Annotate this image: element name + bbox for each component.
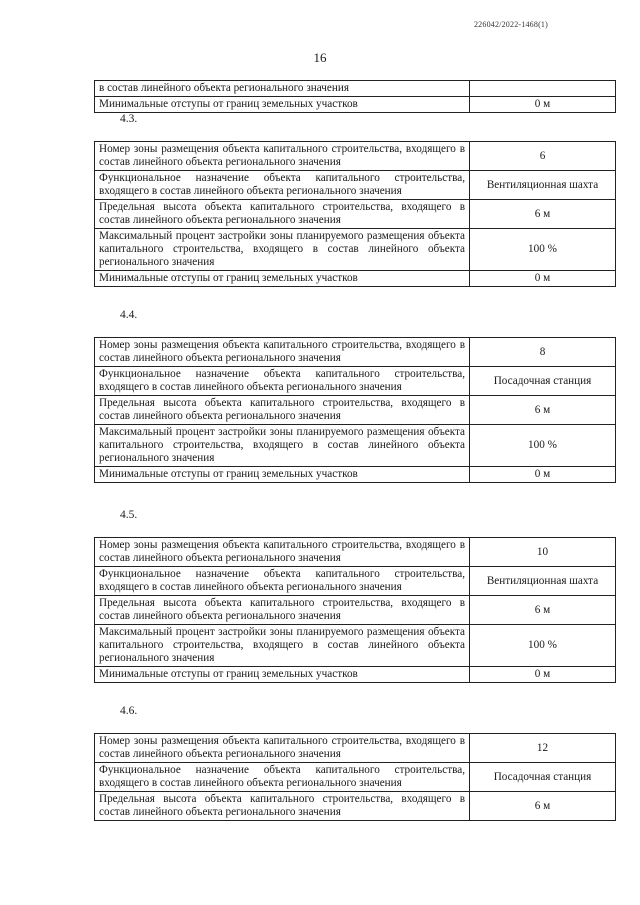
table-continuation — [94, 80, 616, 113]
row-value: 0 м — [470, 667, 616, 683]
row-label: Предельная высота объекта капитального строительства, входящего в состав линейного объекта регионального значения — [95, 200, 470, 229]
table-row — [95, 734, 616, 763]
row-label: Максимальный процент застройки зоны планируемого размещения объекта капитального строительства, входящего в состав линейного объекта регионального значения — [95, 425, 470, 467]
row-value: Вентиляционная шахта — [470, 171, 616, 200]
section-number: 4.4. — [120, 309, 138, 321]
row-value: 6 м — [470, 396, 616, 425]
table-row — [95, 81, 616, 97]
table-zone-12 — [94, 733, 616, 821]
row-label: Максимальный процент застройки зоны планируемого размещения объекта капитального строительства, входящего в состав линейного объекта регионального значения — [95, 625, 470, 667]
table-zone-8 — [94, 337, 616, 483]
table-row — [95, 200, 616, 229]
table-row — [95, 425, 616, 467]
row-value: Посадочная станция — [470, 367, 616, 396]
table-zone-10 — [94, 537, 616, 683]
row-label: Предельная высота объекта капитального строительства, входящего в состав линейного объекта регионального значения — [95, 792, 470, 821]
row-label: Минимальные отступы от границ земельных участков — [95, 271, 470, 287]
row-value: 100 % — [470, 425, 616, 467]
document-id: 226042/2022-1468(1) — [473, 20, 548, 29]
row-value: 0 м — [470, 97, 616, 113]
section-number: 4.3. — [120, 113, 138, 125]
row-value — [470, 81, 616, 97]
row-label: Минимальные отступы от границ земельных участков — [95, 667, 470, 683]
page-number: 16 — [313, 50, 327, 65]
row-label: Функциональное назначение объекта капитального строительства, входящего в состав линейного объекта регионального значения — [95, 567, 470, 596]
row-value: 100 % — [470, 229, 616, 271]
row-label: Номер зоны размещения объекта капитального строительства, входящего в состав линейного объекта регионального значения — [95, 538, 470, 567]
row-label: Функциональное назначение объекта капитального строительства, входящего в состав линейного объекта регионального значения — [95, 367, 470, 396]
row-label: Минимальные отступы от границ земельных участков — [95, 97, 470, 113]
row-value: 6 м — [470, 792, 616, 821]
table-row — [95, 467, 616, 483]
row-label: Номер зоны размещения объекта капитального строительства, входящего в состав линейного объекта регионального значения — [95, 734, 470, 763]
row-value: 100 % — [470, 625, 616, 667]
row-label: Номер зоны размещения объекта капитального строительства, входящего в состав линейного объекта регионального значения — [95, 338, 470, 367]
row-value: 10 — [470, 538, 616, 567]
table-row — [95, 667, 616, 683]
table-zone-6 — [94, 141, 616, 287]
row-value: Вентиляционная шахта — [470, 567, 616, 596]
row-label: в состав линейного объекта регионального значения — [95, 81, 470, 97]
row-value: 12 — [470, 734, 616, 763]
table-row — [95, 367, 616, 396]
section-number: 4.5. — [120, 509, 138, 521]
table-row — [95, 792, 616, 821]
table-row — [95, 271, 616, 287]
table-row — [95, 142, 616, 171]
row-label: Функциональное назначение объекта капитального строительства, входящего в состав линейного объекта регионального значения — [95, 763, 470, 792]
table-row — [95, 338, 616, 367]
row-value: 0 м — [470, 467, 616, 483]
row-value: Посадочная станция — [470, 763, 616, 792]
row-value: 6 — [470, 142, 616, 171]
row-label: Номер зоны размещения объекта капитального строительства, входящего в состав линейного объекта регионального значения — [95, 142, 470, 171]
row-label: Предельная высота объекта капитального строительства, входящего в состав линейного объекта регионального значения — [95, 396, 470, 425]
row-label: Максимальный процент застройки зоны планируемого размещения объекта капитального строительства, входящего в состав линейного объекта регионального значения — [95, 229, 470, 271]
table-row — [95, 171, 616, 200]
row-value: 6 м — [470, 596, 616, 625]
table-row — [95, 625, 616, 667]
row-value: 6 м — [470, 200, 616, 229]
row-label: Функциональное назначение объекта капитального строительства, входящего в состав линейного объекта регионального значения — [95, 171, 470, 200]
table-row — [95, 229, 616, 271]
row-label: Минимальные отступы от границ земельных участков — [95, 467, 470, 483]
table-row — [95, 596, 616, 625]
table-row — [95, 567, 616, 596]
table-row — [95, 396, 616, 425]
table-row — [95, 763, 616, 792]
section-number: 4.6. — [120, 705, 138, 717]
row-value: 8 — [470, 338, 616, 367]
table-row — [95, 97, 616, 113]
row-value: 0 м — [470, 271, 616, 287]
table-row — [95, 538, 616, 567]
row-label: Предельная высота объекта капитального строительства, входящего в состав линейного объекта регионального значения — [95, 596, 470, 625]
